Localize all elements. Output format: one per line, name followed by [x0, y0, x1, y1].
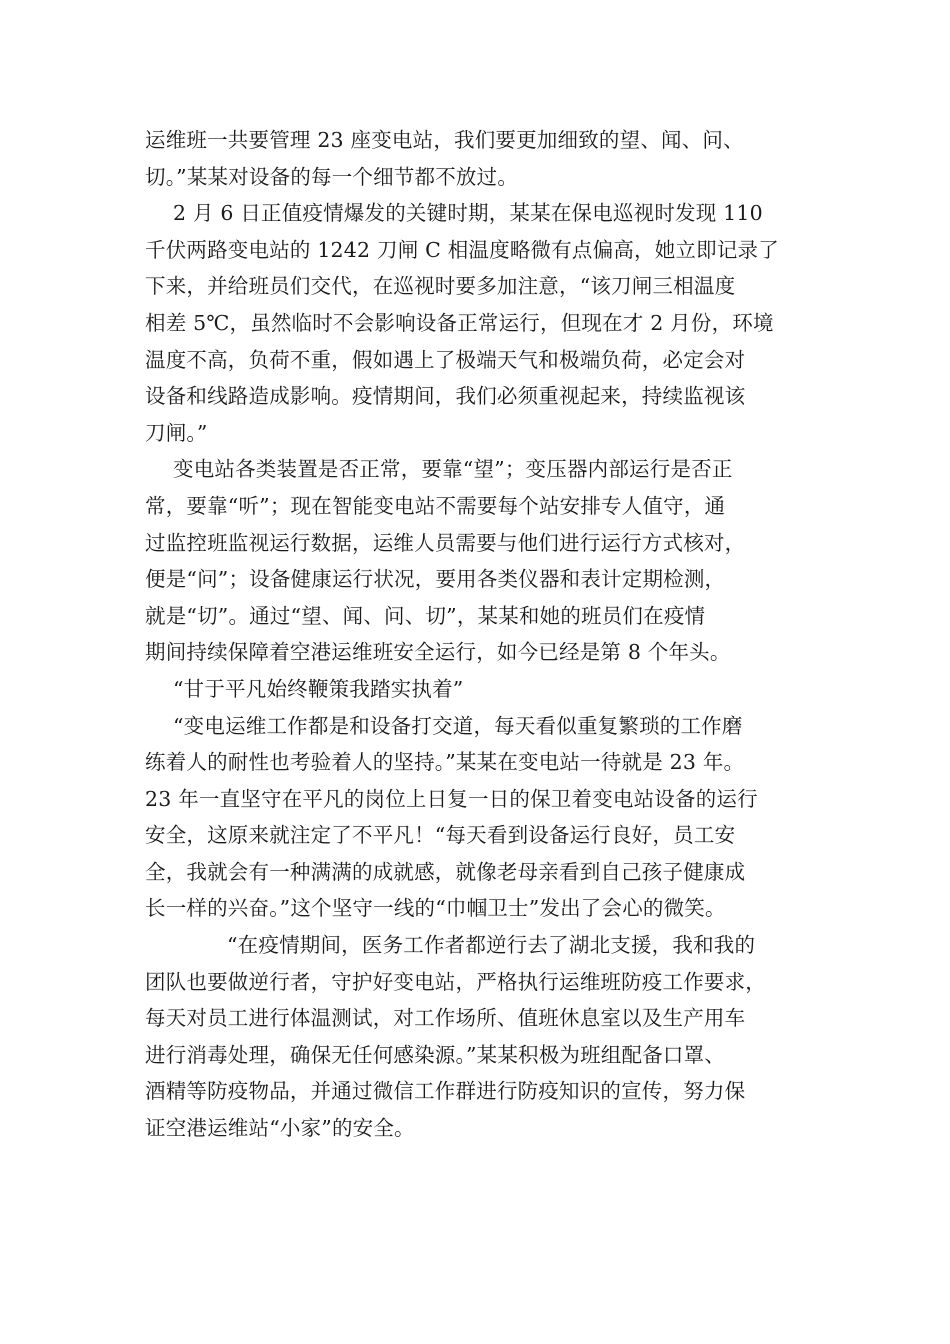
text-line: 全，我就会有一种满满的成就感，就像老母亲看到自己孩子健康成	[145, 859, 746, 884]
text-line: 切。”某某对设备的每一个细节都不放过。	[145, 164, 519, 189]
text-line: 练着人的耐性也考验着人的坚持。”某某在变电站一待就是 23 年。	[145, 750, 745, 775]
text-line: 安全，这原来就注定了不平凡！“每天看到设备运行良好，员工安	[145, 823, 736, 848]
paragraph-start-line: “在疫情期间，医务工作者都逆行去了湖北支援，我和我的	[227, 933, 756, 958]
text-line: 就是“切”。通过“望、闻、问、切”，某某和她的班员们在疫情	[145, 603, 706, 628]
paragraph-start-line: 变电站各类装置是否正常，要靠“望”；变压器内部运行是否正	[173, 457, 733, 482]
text-line: 长一样的兴奋。”这个坚守一线的“巾帼卫士”发出了会心的微笑。	[145, 896, 726, 921]
text-line: 酒精等防疫物品，并通过微信工作群进行防疫知识的宣传，努力保	[145, 1079, 746, 1104]
text-line: 下来，并给班员们交代，在巡视时要多加注意，“该刀闸三相温度	[145, 274, 736, 299]
text-line: 运维班一共要管理 23 座变电站，我们要更加细致的望、闻、问、	[145, 128, 744, 152]
paragraph-start-line: “变电运维工作都是和设备打交道，每天看似重复繁琐的工作磨	[173, 713, 743, 738]
text-line: 设备和线路造成影响。疫情期间，我们必须重视起来，持续监视该	[145, 384, 746, 409]
text-line: 千伏两路变电站的 1242 刀闸 C 相温度略微有点偏高，她立即记录了	[145, 237, 779, 262]
text-line: 进行消毒处理，确保无任何感染源。”某某积极为班组配备口罩、	[145, 1042, 726, 1067]
text-line: 相差 5℃，虽然临时不会影响设备正常运行，但现在才 2 月份，环境	[145, 310, 774, 335]
text-line: 每天对员工进行体温测试，对工作场所、值班休息室以及生产用车	[145, 1006, 746, 1031]
section-heading: “甘于平凡始终鞭策我踏实执着”	[173, 676, 464, 701]
text-line: 团队也要做逆行者，守护好变电站，严格执行运维班防疫工作要求，	[145, 969, 766, 994]
paragraph-start-line: 2 月 6 日正值疫情爆发的关键时期，某某在保电巡视时发现 110	[173, 201, 763, 226]
text-line: 刀闸。”	[145, 420, 208, 445]
text-line: 便是“问”；设备健康运行状况，要用各类仪器和表计定期检测，	[145, 567, 726, 592]
text-line: 期间持续保障着空港运维班安全运行，如今已经是第 8 个年头。	[145, 640, 731, 665]
text-line: 过监控班监视运行数据，运维人员需要与他们进行运行方式核对，	[145, 530, 746, 555]
text-line: 23 年一直坚守在平凡的岗位上日复一日的保卫着变电站设备的运行	[145, 786, 758, 811]
text-line: 温度不高，负荷不重，假如遇上了极端天气和极端负荷，必定会对	[145, 347, 746, 372]
text-line: 证空港运维站“小家”的安全。	[145, 1116, 415, 1141]
document-body	[145, 122, 820, 1147]
text-line: 常，要靠“听”；现在智能变电站不需要每个站安排专人值守，通	[145, 493, 726, 518]
